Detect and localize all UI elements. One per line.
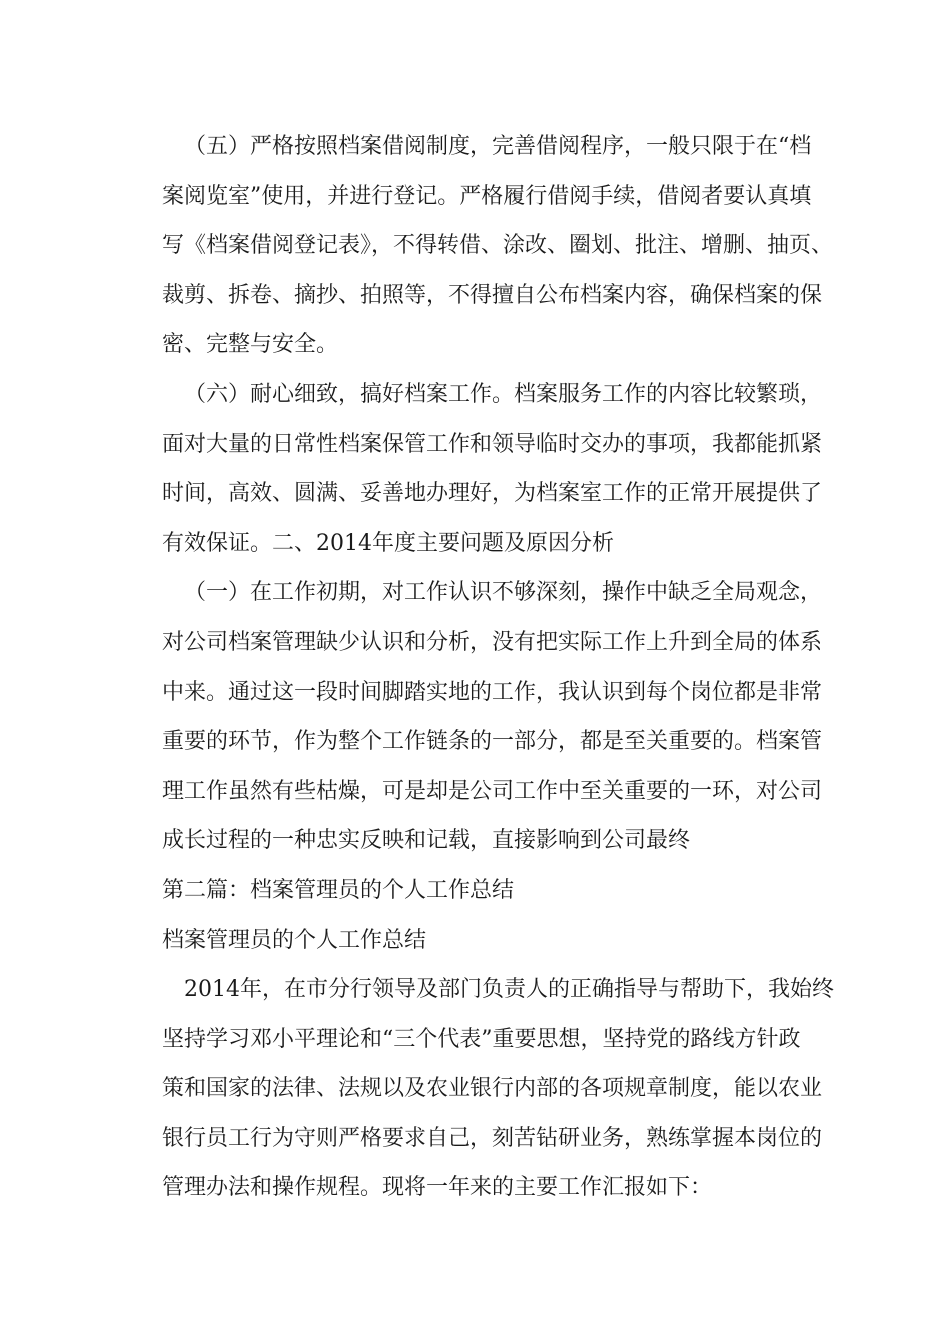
text-line: 时间，高效、圆满、妥善地办理好，为档案室工作的正常开展提供了 — [162, 481, 823, 507]
text-line: （五）严格按照档案借阅制度，完善借阅程序，一般只限于在“档 — [184, 134, 812, 159]
text-line: 成长过程的一种忠实反映和记载，直接影响到公司最终 — [162, 828, 691, 854]
text-line: 面对大量的日常性档案保管工作和领导临时交办的事项，我都能抓紧 — [162, 431, 823, 457]
text-line: 对公司档案管理缺少认识和分析，没有把实际工作上升到全局的体系 — [162, 629, 823, 655]
text-line: 理工作虽然有些枯燥，可是却是公司工作中至关重要的一环，对公司 — [162, 778, 823, 804]
document-title: 档案管理员的个人工作总结 — [162, 927, 427, 953]
text-line: 中来。通过这一段时间脚踏实地的工作，我认识到每个岗位都是非常 — [162, 679, 823, 705]
paragraph-item-1 — [140, 568, 823, 866]
text-line: （一）在工作初期，对工作认识不够深刻，操作中缺乏全局观念， — [184, 580, 823, 606]
text-line: 有效保证。二、2014年度主要问题及原因分析 — [162, 530, 614, 556]
paragraph-item-6 — [140, 370, 823, 568]
intro-paragraph — [140, 965, 834, 1213]
section-title: 第二篇：档案管理员的个人工作总结 — [162, 877, 515, 903]
text-line: 裁剪、拆卷、摘抄、拍照等，不得擅自公布档案内容，确保档案的保 — [162, 282, 823, 308]
text-line: 坚持学习邓小平理论和“三个代表”重要思想，坚持党的路线方针政 — [162, 1026, 801, 1052]
text-line: 银行员工行为守则严格要求自己，刻苦钻研业务，熟练掌握本岗位的 — [162, 1125, 823, 1151]
text-line: 策和国家的法律、法规以及农业银行内部的各项规章制度，能以农业 — [162, 1076, 823, 1102]
paragraph-item-5 — [140, 122, 834, 370]
text-line: 重要的环节，作为整个工作链条的一部分，都是至关重要的。档案管 — [162, 729, 823, 755]
text-line: 2014年，在市分行领导及部门负责人的正确指导与帮助下，我始终 — [184, 977, 834, 1003]
text-line: 案阅览室”使用，并进行登记。严格履行借阅手续，借阅者要认真填 — [162, 183, 812, 209]
text-line: （六）耐心细致，搞好档案工作。档案服务工作的内容比较繁琐， — [184, 381, 823, 407]
document-body — [140, 122, 834, 1213]
text-line: 写《档案借阅登记表》，不得转借、涂改、圈划、批注、增删、抽页、 — [162, 233, 834, 259]
text-line: 管理办法和操作规程。现将一年来的主要工作汇报如下： — [162, 1175, 713, 1201]
text-line: 密、完整与安全。 — [162, 332, 339, 358]
